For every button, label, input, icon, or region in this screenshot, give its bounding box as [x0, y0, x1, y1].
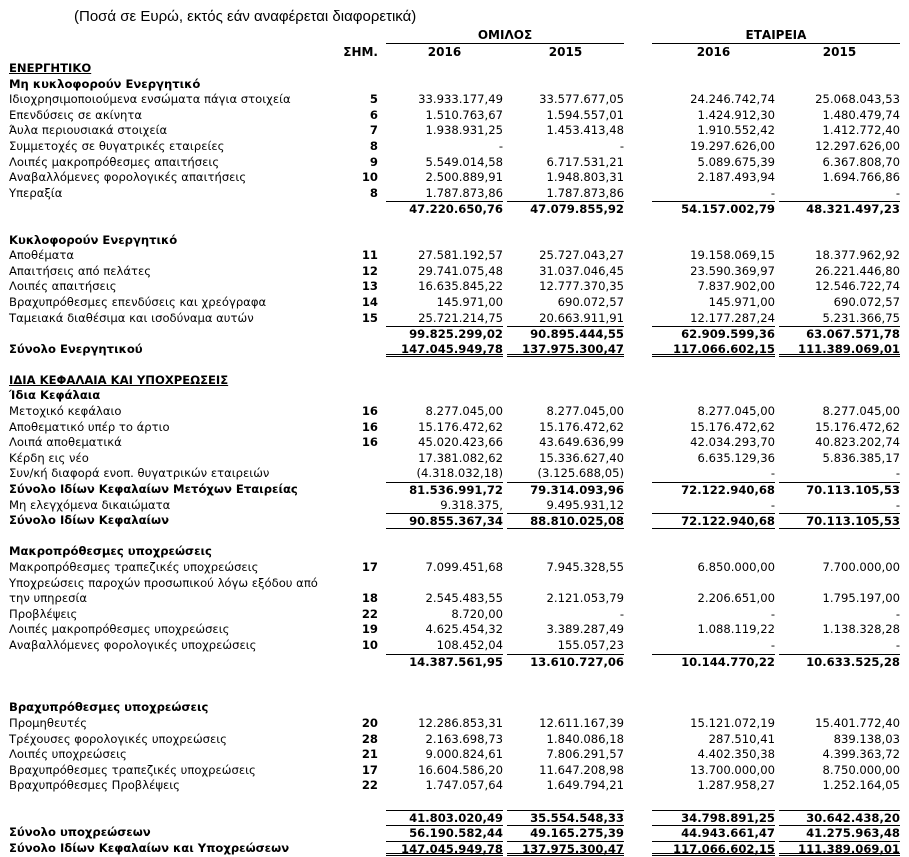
row-label: Προμηθευτές	[9, 715, 88, 730]
line-item-row	[0, 435, 909, 451]
row-label: Συν/κή διαφορά ενοπ. θυγατρικών εταιρειών	[9, 466, 270, 481]
row-label: Αναβαλλόμενες φορολογικές απαιτήσεις	[9, 170, 247, 185]
value-company-2016: -	[770, 637, 775, 652]
value-group-2016: 2.500.889,91	[425, 170, 503, 185]
value-group-2015: 8.277.045,00	[546, 404, 624, 419]
value-group-2016: 56.190.582,44	[386, 825, 503, 841]
value-company-2016: 72.122.940,68	[652, 513, 775, 529]
total-row	[0, 825, 909, 841]
row-label: Σύνολο Ιδίων Κεφαλαίων Μετόχων Εταιρείας	[9, 482, 298, 497]
value-group-2016: 1.747.057,64	[425, 778, 503, 793]
value-company-2015: 1.252.164,05	[822, 778, 900, 793]
value-group-2015: 9.495.931,12	[546, 497, 624, 512]
row-label: Λοιπές απαιτήσεις	[9, 279, 117, 294]
row-label: Σύνολο υποχρεώσεων	[9, 825, 151, 840]
row-label: Λοιπές μακροπρόθεσμες υποχρεώσεις	[9, 622, 230, 637]
row-label: Μακροπρόθεσμες υποχρεώσεις	[9, 544, 212, 559]
value-group-2015: 6.717.531,21	[546, 154, 624, 169]
value-group-2016: 29.741.075,48	[418, 263, 503, 278]
row-label: Κυκλοφορούν Ενεργητικό	[9, 232, 178, 247]
value-group-2016: 1.787.873,86	[425, 185, 503, 200]
value-group-2015: 7.945.328,55	[546, 560, 624, 574]
row-note: 11	[361, 248, 378, 263]
value-company-2016: 8.277.045,00	[697, 404, 775, 419]
value-group-2015: 15.176.472,62	[539, 419, 624, 434]
value-company-2015: -	[895, 637, 900, 652]
value-company-2016: 24.246.742,74	[690, 92, 775, 107]
section-heading-row	[0, 388, 909, 404]
value-group-2015: 12.611.167,39	[539, 715, 624, 730]
value-group-2016: 81.536.991,72	[386, 482, 503, 498]
row-label: Βραχυπρόθεσμες τραπεζικές υποχρεώσεις	[9, 762, 256, 777]
value-company-2016: 15.121.072,19	[690, 715, 775, 730]
value-company-2015: 1.795.197,00	[822, 591, 900, 606]
row-label: Ταμειακά διαθέσιμα και ισοδύναμα αυτών	[9, 310, 254, 325]
row-note: 19	[361, 622, 378, 637]
line-item-row	[0, 186, 909, 202]
value-company-2016: 54.157.002,79	[652, 201, 775, 217]
value-group-2015: 1.840.086,18	[546, 731, 624, 746]
spacer-row	[0, 529, 909, 545]
value-group-2016: 1.938.931,25	[425, 123, 503, 138]
value-group-2015: 11.647.208,98	[539, 762, 624, 777]
row-label: Αποθέματα	[9, 248, 75, 263]
value-group-2016: 9.318.375,	[440, 497, 503, 512]
row-label: ΙΔΙΑ ΚΕΦΑΛΑΙΑ ΚΑΙ ΥΠΟΧΡΕΩΣΕΙΣ	[9, 372, 229, 387]
section-heading-row	[0, 544, 909, 560]
value-group-2016: 16.635.845,22	[418, 279, 503, 294]
row-label: Κέρδη εις νέο	[9, 450, 89, 465]
row-label: Βραχυπρόθεσμες υποχρεώσεις	[9, 700, 209, 715]
value-company-2015: -	[895, 606, 900, 621]
value-company-2015: 1.694.766,86	[822, 170, 900, 185]
row-label: Μετοχικό κεφάλαιο	[9, 404, 122, 419]
value-group-2016: 17.381.082,62	[418, 450, 503, 465]
line-item-row	[0, 170, 909, 186]
value-group-2016: 47.220.650,76	[386, 201, 503, 217]
value-company-2016: 34.798.891,25	[652, 810, 775, 826]
value-group-2016: 33.933.177,49	[418, 92, 503, 107]
value-company-2016: 1.424.912,30	[697, 107, 775, 122]
row-label: Λοιπές υποχρεώσεις	[9, 747, 127, 762]
value-company-2016: 117.066.602,15	[652, 841, 775, 857]
row-label: Λοιπά αποθεματικά	[9, 435, 122, 450]
column-header-group-2015: 2015	[548, 45, 583, 59]
value-company-2015: 7.700.000,00	[822, 560, 900, 574]
value-group-2015: 33.577.677,05	[539, 92, 624, 107]
value-group-2015: -	[619, 606, 624, 621]
spacer-row	[0, 217, 909, 233]
line-item-row	[0, 732, 909, 748]
line-item-row	[0, 155, 909, 171]
row-note: 5	[369, 92, 378, 107]
value-group-2016: -	[498, 138, 503, 153]
row-label: Σύνολο Ενεργητικού	[9, 341, 143, 356]
line-item-row	[0, 123, 909, 139]
line-item-row	[0, 404, 909, 420]
value-group-2015: 43.649.636,99	[539, 435, 624, 450]
line-item-row	[0, 607, 909, 623]
value-group-2016: 4.625.454,32	[425, 622, 503, 637]
value-group-2016: 8.720,00	[451, 606, 503, 621]
value-group-2016: 145.971,00	[436, 294, 503, 309]
value-group-2016: 2.545.483,55	[425, 591, 503, 606]
column-header-company-2016: 2016	[696, 45, 731, 59]
value-company-2015: 8.277.045,00	[822, 404, 900, 419]
line-item-row	[0, 622, 909, 638]
value-company-2015: 40.823.202,74	[815, 435, 900, 450]
balance-sheet-rows	[0, 61, 909, 856]
section-heading-row	[0, 77, 909, 93]
value-group-2015: 690.072,57	[557, 294, 624, 309]
value-company-2015: 25.068.043,53	[815, 92, 900, 107]
value-group-2015: 79.314.093,96	[507, 482, 624, 498]
column-header-group-2016: 2016	[427, 45, 462, 59]
value-group-2015: 1.453.413,48	[546, 123, 624, 138]
line-item-row	[0, 466, 909, 482]
row-label: Συμμετοχές σε θυγατρικές εταιρείες	[9, 138, 225, 153]
value-group-2015: 1.948.803,31	[546, 170, 624, 185]
value-company-2015: 8.750.000,00	[822, 762, 900, 777]
value-company-2016: 23.590.369,97	[690, 263, 775, 278]
row-label: Ιδιοχρησιμοποιούμενα ενσώματα πάγια στοιχεία	[9, 92, 291, 107]
value-group-2015: 1.649.794,21	[546, 778, 624, 793]
row-note: 15	[361, 310, 378, 325]
value-company-2015: 48.321.497,23	[779, 201, 900, 217]
value-group-2016: 2.163.698,73	[425, 731, 503, 746]
value-group-2015: 47.079.855,92	[507, 201, 624, 217]
row-note: 8	[369, 185, 378, 200]
value-group-2015: 137.975.300,47	[507, 342, 624, 358]
line-item-row	[0, 638, 909, 654]
row-label: ΕΝΕΡΓΗΤΙΚΟ	[9, 61, 92, 75]
row-note: 14	[361, 294, 378, 309]
line-item-row	[0, 420, 909, 436]
row-label: Σύνολο Ιδίων Κεφαλαίων και Υποχρεώσεων	[9, 840, 290, 855]
row-note: 9	[369, 154, 378, 169]
value-group-2016: 9.000.824,61	[425, 747, 503, 762]
value-company-2016: 7.837.902,00	[697, 279, 775, 294]
column-header-note: ΣΗΜ.	[343, 45, 378, 59]
value-company-2015: -	[895, 185, 900, 200]
group-header-etaireia: ΕΤΑΙΡΕΙΑ	[652, 28, 900, 44]
row-note: 10	[361, 170, 378, 185]
total-row	[0, 482, 909, 498]
row-note: 6	[369, 107, 378, 122]
value-company-2015: 5.836.385,17	[822, 450, 900, 465]
row-label: Αναβαλλόμενες φορολογικές υποχρεώσεις	[9, 637, 257, 652]
value-company-2016: 5.089.675,39	[697, 154, 775, 169]
value-group-2015: 88.810.025,08	[507, 513, 624, 529]
value-group-2015: 15.336.627,40	[539, 450, 624, 465]
value-company-2015: 41.275.963,48	[779, 825, 900, 841]
value-group-2016: 99.825.299,02	[386, 326, 503, 342]
value-group-2016: 27.581.192,57	[418, 248, 503, 263]
value-company-2016: 4.402.350,38	[697, 747, 775, 762]
value-group-2016: 147.045.949,78	[386, 841, 503, 857]
value-group-2015: 1.594.557,01	[546, 107, 624, 122]
line-item-row	[0, 451, 909, 467]
value-company-2015: -	[895, 497, 900, 512]
value-company-2016: 287.510,41	[708, 731, 775, 746]
value-company-2016: 42.034.293,70	[690, 435, 775, 450]
row-note: 7	[369, 123, 378, 138]
value-group-2015: 1.787.873,86	[546, 185, 624, 200]
value-group-2016: 14.387.561,95	[386, 654, 503, 670]
value-group-2016: 8.277.045,00	[425, 404, 503, 419]
value-group-2016: 45.020.423,66	[418, 435, 503, 450]
line-item-row	[0, 248, 909, 264]
value-company-2016: 15.176.472,62	[690, 419, 775, 434]
value-company-2015: 5.231.366,75	[822, 310, 900, 325]
value-company-2015: 63.067.571,78	[779, 326, 900, 342]
value-group-2015: 90.895.444,55	[507, 326, 624, 342]
value-company-2015: 12.546.722,74	[815, 279, 900, 294]
value-company-2015: 70.113.105,53	[779, 482, 900, 498]
row-note: 18	[361, 591, 378, 606]
value-group-2015: 31.037.046,45	[539, 263, 624, 278]
line-item-row	[0, 279, 909, 295]
row-note: 22	[361, 606, 378, 621]
value-company-2015: 18.377.962,92	[815, 248, 900, 263]
value-group-2016: 16.604.586,20	[418, 762, 503, 777]
value-group-2015: 155.057,23	[557, 637, 624, 652]
value-company-2016: -	[770, 606, 775, 621]
value-company-2016: 62.909.599,36	[652, 326, 775, 342]
value-group-2015: 35.554.548,33	[507, 810, 624, 826]
value-company-2016: 10.144.770,22	[652, 654, 775, 670]
value-group-2016: 147.045.949,78	[386, 342, 503, 358]
value-company-2015: 111.389.069,01	[779, 841, 900, 857]
row-label: Μη ελεγχόμενα δικαιώματα	[9, 497, 171, 512]
group-header-omilos: ΟΜΙΛΟΣ	[386, 28, 624, 44]
value-company-2015: 111.389.069,01	[779, 342, 900, 358]
line-item-row	[0, 108, 909, 124]
value-company-2015: 30.642.438,20	[779, 810, 900, 826]
value-group-2015: 7.806.291,57	[546, 747, 624, 762]
total-row	[0, 841, 909, 857]
line-item-row	[0, 311, 909, 327]
value-company-2015: 1.138.328,28	[822, 622, 900, 637]
value-company-2015: 26.221.446,80	[815, 263, 900, 278]
value-company-2016: -	[770, 185, 775, 200]
value-company-2016: 2.206.651,00	[697, 591, 775, 606]
section-heading-row	[0, 373, 909, 389]
value-company-2016: -	[770, 466, 775, 481]
row-label: Τρέχουσες φορολογικές υποχρεώσεις	[9, 731, 227, 746]
value-group-2016: 41.803.020,49	[386, 810, 503, 826]
value-group-2015: 25.727.043,27	[539, 248, 624, 263]
row-label: Ίδια Κεφάλαια	[9, 388, 101, 403]
line-item-row	[0, 92, 909, 108]
value-group-2016: 90.855.367,34	[386, 513, 503, 529]
value-company-2016: 19.297.626,00	[690, 138, 775, 153]
total-row	[0, 342, 909, 358]
value-company-2015: -	[895, 466, 900, 481]
value-company-2015: 12.297.626,00	[815, 138, 900, 153]
column-header-company-2015: 2015	[822, 45, 857, 59]
value-company-2016: 19.158.069,15	[690, 248, 775, 263]
value-company-2016: 6.850.000,00	[697, 560, 775, 574]
row-note: 17	[361, 762, 378, 777]
row-label: Απαιτήσεις από πελάτες	[9, 263, 152, 278]
row-note: 21	[361, 747, 378, 762]
value-company-2015: 1.412.772,40	[822, 123, 900, 138]
row-note: 17	[361, 560, 378, 574]
row-label: Βραχυπρόθεσμες Προβλέψεις	[9, 778, 180, 793]
total-row	[0, 810, 909, 826]
line-item-row	[0, 264, 909, 280]
value-group-2016: 1.510.763,67	[425, 107, 503, 122]
row-label: Μακροπρόθεσμες τραπεζικές υποχρεώσεις	[9, 560, 259, 574]
value-group-2015: -	[619, 138, 624, 153]
row-note: 16	[361, 419, 378, 434]
value-company-2016: 145.971,00	[708, 294, 775, 309]
row-note: 22	[361, 778, 378, 793]
value-group-2016: 15.176.472,62	[418, 419, 503, 434]
line-item-row	[0, 295, 909, 311]
amounts-caption: (Ποσά σε Ευρώ, εκτός εάν αναφέρεται διαφορετικά)	[74, 8, 417, 25]
line-item-row	[0, 763, 909, 779]
value-group-2016: (4.318.032,18)	[416, 466, 503, 481]
value-company-2016: 1.910.552,42	[697, 123, 775, 138]
total-row	[0, 201, 909, 217]
value-company-2016: 12.177.287,24	[690, 310, 775, 325]
row-note: 13	[361, 279, 378, 294]
section-heading-row	[0, 233, 909, 249]
line-item-row	[0, 716, 909, 732]
row-note: 10	[361, 637, 378, 652]
value-company-2016: 6.635.129,36	[697, 450, 775, 465]
row-label: Αποθεματικό υπέρ το άρτιο	[9, 419, 170, 434]
row-label: Άυλα περιουσιακά στοιχεία	[9, 123, 168, 138]
line-item-row	[0, 498, 909, 514]
row-label: Λοιπές μακροπρόθεσμες απαιτήσεις	[9, 154, 220, 169]
value-company-2015: 839.138,03	[833, 731, 900, 746]
row-label: Σύνολο Ιδίων Κεφαλαίων	[9, 513, 170, 528]
value-company-2015: 690.072,57	[833, 294, 900, 309]
value-company-2016: 117.066.602,15	[652, 342, 775, 358]
value-company-2016: 1.287.958,27	[697, 778, 775, 793]
row-label: Βραχυπρόθεσμες επενδύσεις και χρεόγραφα	[9, 294, 267, 309]
row-note: 16	[361, 404, 378, 419]
value-group-2015: 49.165.275,39	[507, 825, 624, 841]
row-note: 20	[361, 715, 378, 730]
value-company-2015: 70.113.105,53	[779, 513, 900, 529]
row-note: 16	[361, 435, 378, 450]
line-item-row	[0, 576, 909, 607]
value-company-2015: 15.176.472,62	[815, 419, 900, 434]
row-label: Υπεραξία	[9, 185, 63, 200]
value-company-2016: 2.187.493,94	[697, 170, 775, 185]
line-item-row	[0, 778, 909, 794]
line-item-row	[0, 747, 909, 763]
spacer-row	[0, 685, 909, 701]
row-label: Υποχρεώσεις παροχών προσωπικού λόγω εξόδου από την υπηρεσία	[9, 575, 318, 606]
section-heading-row	[0, 700, 909, 716]
value-group-2015: (3.125.688,05)	[537, 466, 624, 481]
value-company-2016: 72.122.940,68	[652, 482, 775, 498]
total-row	[0, 654, 909, 670]
value-group-2016: 25.721.214,75	[418, 310, 503, 325]
value-group-2015: 13.610.727,06	[507, 654, 624, 670]
value-company-2016: -	[770, 497, 775, 512]
value-company-2015: 1.480.479,74	[822, 107, 900, 122]
row-note: 28	[361, 731, 378, 746]
row-label: Επενδύσεις σε ακίνητα	[9, 107, 143, 122]
value-company-2015: 15.401.772,40	[815, 715, 900, 730]
row-note: 8	[369, 138, 378, 153]
value-group-2015: 137.975.300,47	[507, 841, 624, 857]
value-company-2016: 44.943.661,47	[652, 825, 775, 841]
value-group-2015: 12.777.370,35	[539, 279, 624, 294]
value-group-2015: 3.389.287,49	[546, 622, 624, 637]
value-company-2015: 10.633.525,28	[779, 654, 900, 670]
total-row	[0, 513, 909, 529]
value-group-2016: 5.549.014,58	[425, 154, 503, 169]
value-group-2016: 108.452,04	[436, 637, 503, 652]
row-label: Προβλέψεις	[9, 606, 78, 621]
line-item-row	[0, 560, 909, 576]
value-group-2016: 12.286.853,31	[418, 715, 503, 730]
value-group-2016: 7.099.451,68	[425, 560, 503, 574]
spacer-row	[0, 669, 909, 685]
spacer-row	[0, 794, 909, 810]
value-company-2015: 4.399.363,72	[822, 747, 900, 762]
value-group-2015: 20.663.911,91	[539, 310, 624, 325]
value-company-2016: 13.700.000,00	[690, 762, 775, 777]
value-group-2015: 2.121.053,79	[546, 591, 624, 606]
row-label: Μη κυκλοφορούν Ενεργητικό	[9, 76, 201, 91]
total-row	[0, 326, 909, 342]
line-item-row	[0, 139, 909, 155]
value-company-2015: 6.367.808,70	[822, 154, 900, 169]
section-heading-row	[0, 61, 909, 77]
spacer-row	[0, 357, 909, 373]
value-company-2016: 1.088.119,22	[697, 622, 775, 637]
row-note: 12	[361, 263, 378, 278]
